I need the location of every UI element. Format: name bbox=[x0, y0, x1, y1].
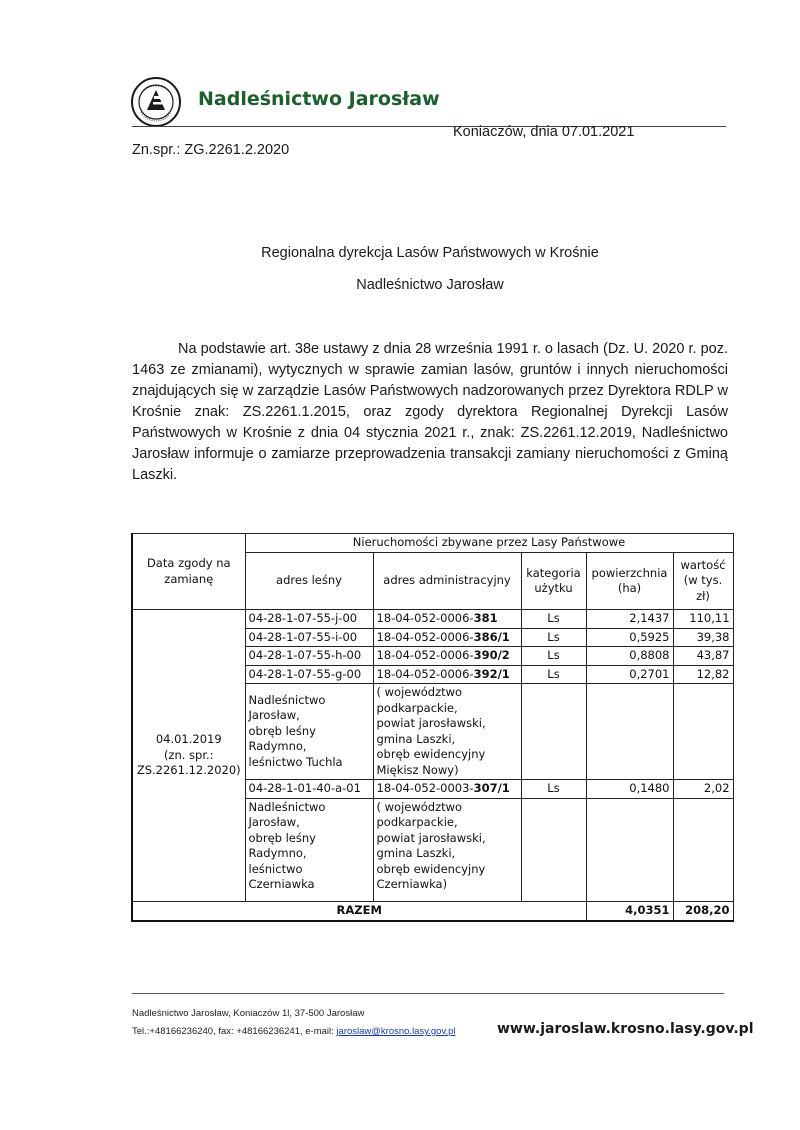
approval-date: 04.01.2019 bbox=[155, 732, 222, 746]
category-cell-empty bbox=[521, 684, 586, 780]
header-forest-address: adres leśny bbox=[245, 553, 373, 610]
admin-description-cell: ( województwo podkarpackie, powiat jarosławski, gmina Laszki, obręb ewidencyjny Miękisz Nowy) bbox=[373, 684, 521, 780]
category-cell: Ls bbox=[521, 628, 586, 647]
admin-address-cell: 18-04-052-0003-307/1 bbox=[373, 780, 521, 799]
value-cell: 43,87 bbox=[673, 647, 733, 666]
body-paragraph: Na podstawie art. 38e ustawy z dnia 28 września 1991 r. o lasach (Dz. U. 2020 r. poz. 1463 ze zmianami), wytycznych w sprawie zamian lasów, gruntów i innych nieruchomości znajdujących się w zarządzie Lasów Państwowych nadzorowanych przez Dyrektora RDLP w Krośnie znak: ZS.2261.1.2015, oraz zgody dyrektora Regionalnej Dyrekcji Lasów Państwowych w Krośnie z dnia 04 stycznia 2021 r., znak: ZS.2261.12.2019, Nadleśnictwo Jarosław informuje o zamiarze przeprowadzenia transakcji zamiany nieruchomości z Gminą Laszki. bbox=[132, 341, 728, 483]
forest-address-cell: 04-28-1-07-55-h-00 bbox=[245, 647, 373, 666]
footer-divider bbox=[132, 993, 724, 994]
area-cell: 0,8808 bbox=[586, 647, 673, 666]
header-value: wartość (w tys. zł) bbox=[673, 553, 733, 610]
area-cell-empty bbox=[586, 798, 673, 901]
total-label: RAZEM bbox=[132, 901, 586, 921]
category-cell: Ls bbox=[521, 780, 586, 799]
footer-phone-fax: Tel.:+48166236240, fax: +48166236241, e-mail: bbox=[132, 1026, 337, 1037]
area-cell: 2,1437 bbox=[586, 610, 673, 629]
value-cell-empty bbox=[673, 684, 733, 780]
value-cell: 39,38 bbox=[673, 628, 733, 647]
forest-address-cell: 04-28-1-07-55-g-00 bbox=[245, 665, 373, 684]
admin-address-cell: 18-04-052-0006-392/1 bbox=[373, 665, 521, 684]
footer-address: Nadleśnictwo Jarosław, Koniaczów 1l, 37-500 Jarosław bbox=[132, 1008, 365, 1019]
header-category: kategoria użytku bbox=[521, 553, 586, 610]
category-cell: Ls bbox=[521, 647, 586, 666]
header-divider bbox=[132, 126, 726, 127]
total-row bbox=[132, 901, 733, 921]
admin-description-cell: ( województwo podkarpackie, powiat jarosławski, gmina Laszki, obręb ewidencyjny Czerniawka) bbox=[373, 798, 521, 901]
header-area: powierzchnia (ha) bbox=[586, 553, 673, 610]
document-place-date: Koniaczów, dnia 07.01.2021 bbox=[453, 124, 635, 140]
forest-address-cell: 04-28-1-07-55-j-00 bbox=[245, 610, 373, 629]
category-cell-empty bbox=[521, 798, 586, 901]
total-value: 208,20 bbox=[673, 901, 733, 921]
footer-contact bbox=[132, 1026, 456, 1037]
header-date: Data zgody na zamianę bbox=[132, 534, 245, 610]
recipient-line-1: Regionalna dyrekcja Lasów Państwowych w Krośnie bbox=[261, 245, 599, 261]
lasy-panstwowe-logo bbox=[130, 76, 182, 128]
organization-name: Nadleśnictwo Jarosław bbox=[198, 88, 440, 110]
area-cell-empty bbox=[586, 684, 673, 780]
forest-description-cell: Nadleśnictwo Jarosław, obręb leśny Radymno, leśnictwo Czerniawka bbox=[245, 798, 373, 901]
forest-address-cell: 04-28-1-07-55-i-00 bbox=[245, 628, 373, 647]
value-cell-empty bbox=[673, 798, 733, 901]
value-cell: 110,11 bbox=[673, 610, 733, 629]
value-cell: 12,82 bbox=[673, 665, 733, 684]
category-cell: Ls bbox=[521, 610, 586, 629]
total-area: 4,0351 bbox=[586, 901, 673, 921]
approval-ref-line-1: (zn. spr.: bbox=[163, 747, 214, 762]
area-cell: 0,2701 bbox=[586, 665, 673, 684]
case-number: Zn.spr.: ZG.2261.2.2020 bbox=[132, 142, 290, 158]
area-cell: 0,1480 bbox=[586, 780, 673, 799]
approval-date-cell bbox=[132, 610, 245, 902]
value-cell: 2,02 bbox=[673, 780, 733, 799]
table-header-row-1 bbox=[132, 534, 733, 553]
footer-website[interactable]: www.jaroslaw.krosno.lasy.gov.pl bbox=[497, 1021, 754, 1037]
area-cell: 0,5925 bbox=[586, 628, 673, 647]
approval-ref-line-2: ZS.2261.12.2020) bbox=[136, 763, 241, 777]
header-group: Nieruchomości zbywane przez Lasy Państwowe bbox=[245, 534, 733, 553]
property-table bbox=[131, 533, 734, 922]
admin-address-cell: 18-04-052-0006-381 bbox=[373, 610, 521, 629]
admin-address-cell: 18-04-052-0006-390/2 bbox=[373, 647, 521, 666]
category-cell: Ls bbox=[521, 665, 586, 684]
table-row bbox=[132, 610, 733, 629]
footer-email-link[interactable]: jaroslaw@krosno.lasy.gov.pl bbox=[336, 1026, 456, 1037]
admin-address-cell: 18-04-052-0006-386/1 bbox=[373, 628, 521, 647]
forest-description-cell: Nadleśnictwo Jarosław, obręb leśny Radymno, leśnictwo Tuchla bbox=[245, 684, 373, 780]
recipient-line-2: Nadleśnictwo Jarosław bbox=[356, 277, 504, 293]
header-admin-address: adres administracyjny bbox=[373, 553, 521, 610]
forest-address-cell: 04-28-1-01-40-a-01 bbox=[245, 780, 373, 799]
